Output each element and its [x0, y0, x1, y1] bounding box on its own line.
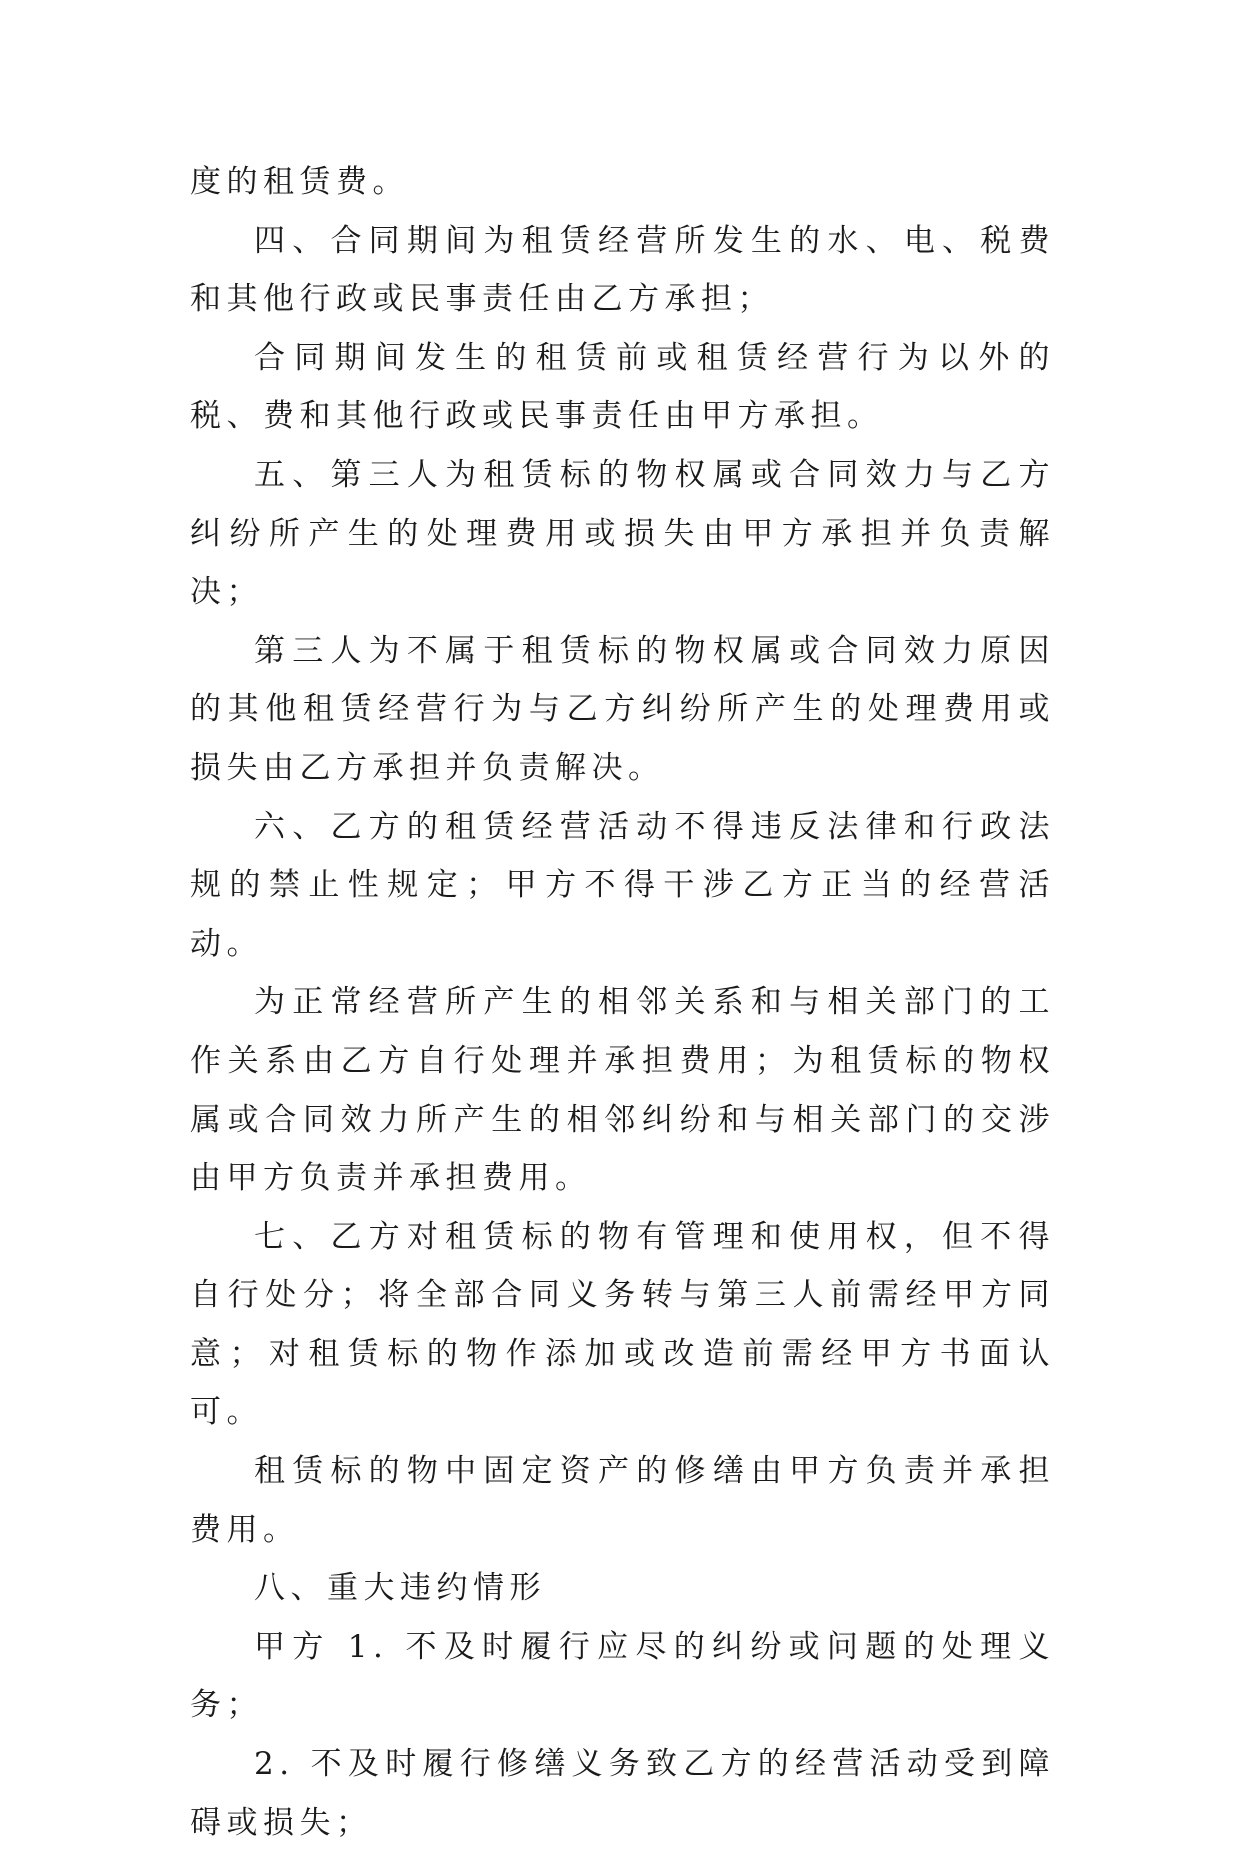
section-heading: 八、重大违约情形 [254, 1570, 546, 1607]
paragraph: 合同期间发生的租赁前或租赁经营行为以外的税、费和其他行政或民事责任由甲方承担。 [190, 339, 1055, 435]
paragraph: 五、第三人为租赁标的物权属或合同效力与乙方纠纷所产生的处理费用或损失由甲方承担并负责解决； [190, 456, 1055, 611]
paragraph: 七、乙方对租赁标的物有管理和使用权，但不得自行处分；将全部合同义务转与第三人前需经甲方同意；对租赁标的物作添加或改造前需经甲方书面认可。 [190, 1218, 1055, 1431]
paragraph: 六、乙方的租赁经营活动不得违反法律和行政法规的禁止性规定；甲方不得干涉乙方正当的经营活动。 [190, 808, 1055, 962]
paragraph: 租赁标的物中固定资产的修缮由甲方负责并承担费用。 [190, 1453, 1055, 1548]
paragraph: 甲方 1. 不及时履行应尽的纠纷或问题的处理义务； [190, 1628, 1055, 1724]
paragraph: 度的租赁费。 [190, 164, 409, 200]
paragraph: 为正常经营所产生的相邻关系和与相关部门的工作关系由乙方自行处理并承担费用；为租赁标的物权属或合同效力所产生的相邻纠纷和与相关部门的交涉由甲方负责并承担费用。 [190, 984, 1055, 1197]
paragraph: 第三人为不属于租赁标的物权属或合同效力原因的其他租赁经营行为与乙方纠纷所产生的处理费用或损失由乙方承担并负责解决。 [190, 632, 1055, 786]
paragraph: 四、合同期间为租赁经营所发生的水、电、税费和其他行政或民事责任由乙方承担； [190, 222, 1055, 318]
document-body [190, 153, 1055, 1852]
paragraph: 2. 不及时履行修缮义务致乙方的经营活动受到障碍或损失； [190, 1746, 1055, 1841]
